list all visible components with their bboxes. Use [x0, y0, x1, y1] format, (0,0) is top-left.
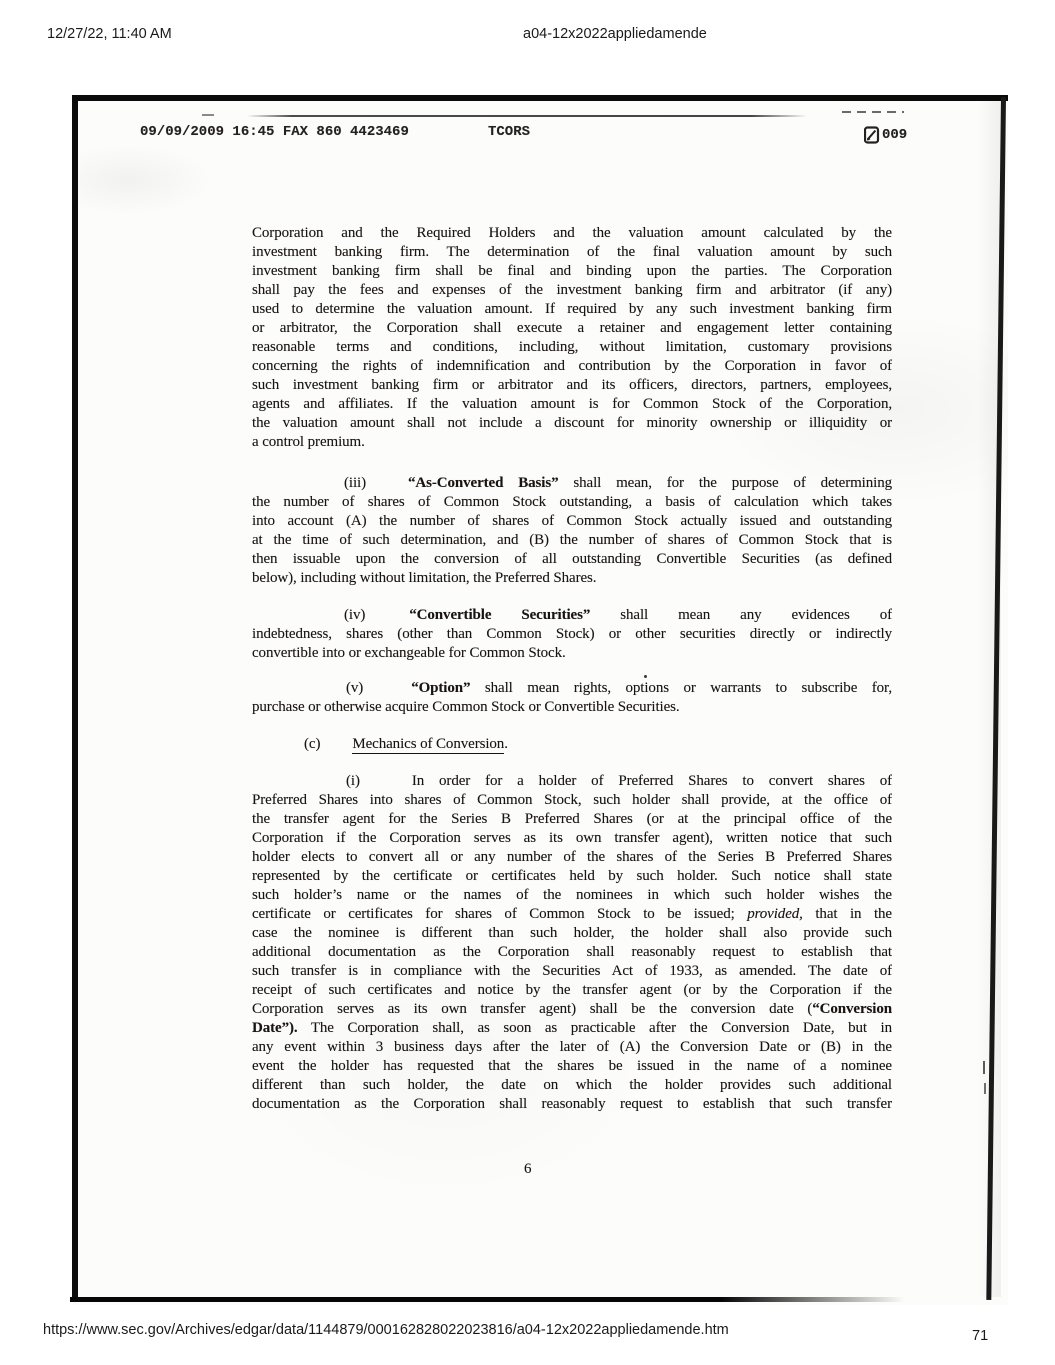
- text-line: investment banking firm. The determination of the final valuation amount by such: [252, 244, 892, 260]
- text-line: such investment banking firm or arbitrator and its officers, directors, partners, employees,: [252, 377, 892, 393]
- scanned-fax-page: [72, 95, 1008, 1305]
- text-line: shall pay the fees and expenses of the investment banking firm and arbitrator (if any): [252, 282, 892, 298]
- text-line: event the holder has requested that the shares be issued in the name of a nominee: [252, 1058, 892, 1074]
- text-line: the valuation amount shall not include a discount for minority ownership or illiquidity or: [252, 415, 892, 431]
- fax-page-counter: [864, 126, 907, 144]
- text-line: concerning the rights of indemnification and contribution by the Corporation in favor of: [252, 358, 892, 374]
- paragraph-conversion-procedure: [252, 772, 892, 1114]
- scan-border-bottom: [70, 1297, 905, 1302]
- scan-artifact-tick: [983, 1061, 985, 1074]
- text-line: case the nominee is different than such holder, the holder shall also provide such: [252, 925, 892, 941]
- footer-page-number: 71: [972, 1328, 989, 1344]
- text-line: used to determine the valuation amount. If required by any such investment banking firm: [252, 301, 892, 317]
- text-line: indebtedness, shares (other than Common Stock) or other securities directly or indirectly: [252, 626, 892, 642]
- text-line: agents and affiliates. If the valuation amount is for Common Stock of the Corporation,: [252, 396, 892, 412]
- paragraph-convertible-securities: [252, 606, 892, 663]
- text-line: (iv) “Convertible Securities” shall mean any evidences of: [344, 607, 892, 623]
- text-line: at the time of such determination, and (B) the number of shares of Common Stock that is: [252, 532, 892, 548]
- paragraph-option: [252, 679, 892, 717]
- text-line: a control premium.: [252, 434, 365, 450]
- fax-header-rule: [247, 115, 807, 117]
- footer-url: https://www.sec.gov/Archives/edgar/data/1144879/000162828022023816/a04-12x2022appliedamende.htm: [43, 1322, 729, 1338]
- text-line: such transfer is in compliance with the Securities Act of 1933, as amended. The date of: [252, 963, 892, 979]
- text-line: Corporation if the Corporation serves as its own transfer agent), written notice that such: [252, 830, 892, 846]
- paragraph-valuation: [252, 224, 892, 452]
- text-line: any event within 3 business days after the later of (A) the Conversion Date or (B) in the: [252, 1039, 892, 1055]
- header-datetime: 12/27/22, 11:40 AM: [47, 26, 172, 42]
- text-line: investment banking firm shall be final and binding upon the parties. The Corporation: [252, 263, 892, 279]
- text-line: documentation as the Corporation shall reasonably request to establish that such transfer: [252, 1096, 892, 1112]
- scan-artifact-dots: [842, 111, 904, 113]
- scan-border-left: [72, 95, 78, 1302]
- text-line: represented by the certificate or certificates held by such holder. Such notice shall state: [252, 868, 892, 884]
- text-line: Preferred Shares into shares of Common Stock, such holder shall provide, at the office of: [252, 792, 892, 808]
- text-line: Corporation and the Required Holders and the valuation amount calculated by the: [252, 225, 892, 241]
- scan-border-top: [72, 95, 1008, 101]
- heading-mechanics-of-conversion: [252, 735, 892, 754]
- document-body: [252, 224, 892, 1132]
- text-line: (iii) “As-Converted Basis” shall mean, for the purpose of determining: [344, 475, 892, 491]
- text-line: Corporation serves as its own transfer agent) shall be the conversion date (“Conversion: [252, 1001, 892, 1017]
- fax-station-id: TCORS: [488, 124, 531, 140]
- fax-page-counter-value: 009: [882, 127, 908, 143]
- text-line: Date”). The Corporation shall, as soon as practicable after the Conversion Date, but in: [252, 1020, 892, 1036]
- scan-artifact-speck: [644, 675, 647, 678]
- header-doc-title: a04-12x2022appliedamende: [523, 26, 707, 42]
- text-line: purchase or otherwise acquire Common Stock or Convertible Securities.: [252, 699, 680, 715]
- text-line: reasonable terms and conditions, including, without limitation, customary provisions: [252, 339, 892, 355]
- text-line: additional documentation as the Corporation shall reasonably request to establish that: [252, 944, 892, 960]
- text-line: such holder’s name or the names of the nominees in which such holder wishes the: [252, 887, 892, 903]
- text-line: into account (A) the number of shares of Common Stock actually issued and outstanding: [252, 513, 892, 529]
- text-line: the number of shares of Common Stock outstanding, a basis of calculation which takes: [252, 494, 892, 510]
- text-line: different than such holder, the date on which the holder provides such additional: [252, 1077, 892, 1093]
- text-line: then issuable upon the conversion of all outstanding Convertible Securities (as defined: [252, 551, 892, 567]
- text-line: holder elects to convert all or any number of the shares of the Series B Preferred Shares: [252, 849, 892, 865]
- scan-edge-shadow: [977, 101, 1001, 1297]
- paragraph-as-converted-basis: [252, 474, 892, 588]
- text-line: (i) In order for a holder of Preferred Shares to convert shares of: [346, 773, 892, 789]
- scan-artifact-tick: [984, 1083, 986, 1094]
- scan-page-number: 6: [524, 1161, 532, 1177]
- text-line: or arbitrator, the Corporation shall execute a retainer and engagement letter containing: [252, 320, 892, 336]
- text-line: (c) Mechanics of Conversion.: [304, 736, 508, 752]
- scan-artifact-dash: [202, 114, 214, 116]
- fax-page-icon: [864, 126, 880, 144]
- text-line: (v) “Option” shall mean rights, options or warrants to subscribe for,: [346, 680, 892, 696]
- text-line: the transfer agent for the Series B Preferred Shares (or at the principal office of the: [252, 811, 892, 827]
- text-line: certificate or certificates for shares of Common Stock to be issued; provided, that in the: [252, 906, 892, 922]
- text-line: convertible into or exchangeable for Common Stock.: [252, 645, 566, 661]
- text-line: below), including without limitation, the Preferred Shares.: [252, 570, 597, 586]
- fax-timestamp: 09/09/2009 16:45 FAX 860 4423469: [140, 124, 409, 140]
- text-line: receipt of such certificates and notice by the transfer agent (or by the Corporation if the: [252, 982, 892, 998]
